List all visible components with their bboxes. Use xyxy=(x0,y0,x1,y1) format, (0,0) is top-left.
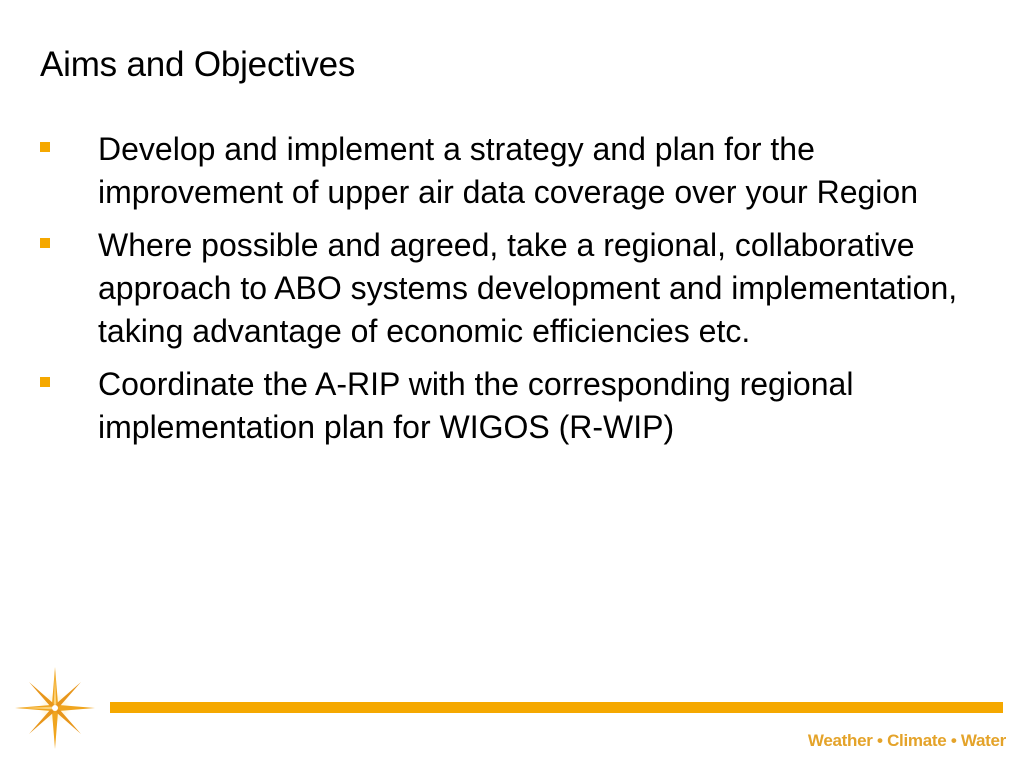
square-bullet-icon xyxy=(40,238,50,248)
footer-accent-line xyxy=(110,702,1003,713)
bullet-item xyxy=(40,224,1000,353)
slide-title: Aims and Objectives xyxy=(40,45,356,84)
bullet-item xyxy=(40,128,1000,214)
bullet-text: Develop and implement a strategy and plan for the improvement of upper air data coverage over your Region xyxy=(98,131,918,210)
bullet-item xyxy=(40,363,1000,449)
square-bullet-icon xyxy=(40,377,50,387)
footer-tagline: Weather • Climate • Water xyxy=(807,731,1006,750)
bullet-text: Coordinate the A-RIP with the corresponding regional implementation plan for WIGOS (R-WIP) xyxy=(98,366,854,445)
bullet-text: Where possible and agreed, take a regional, collaborative approach to ABO systems development and implementation, taking advantage of economic efficiencies etc. xyxy=(98,227,958,349)
square-bullet-icon xyxy=(40,142,50,152)
star-compass-icon xyxy=(15,667,95,749)
bullet-list xyxy=(40,128,1000,459)
